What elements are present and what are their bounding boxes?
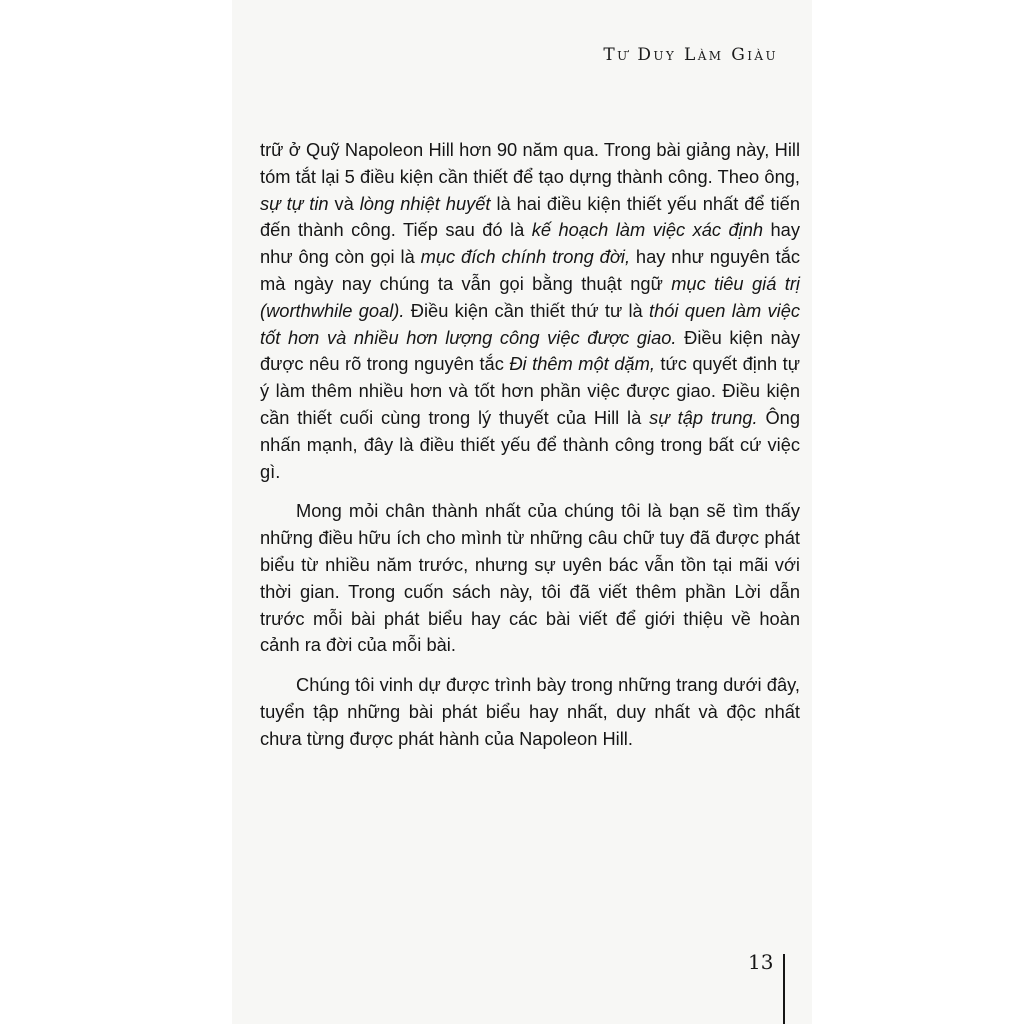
text-span: hay như nguyên tắc mà ngày nay chúng ta vẫn gọi bằng thuật ngữ — [260, 246, 800, 294]
italic-text-span: kế hoạch làm việc xác định — [531, 219, 764, 241]
body-text — [260, 137, 800, 753]
text-span: Điều kiện cần thiết thứ tư là — [404, 299, 650, 321]
italic-text-span: thói quen làm việc tốt hơn và nhiều hơn lượng công việc được giao. — [260, 299, 801, 348]
text-span: tức quyết định tự ý làm thêm nhiều hơn và tốt hơn phần việc được giao. Điều kiện cần thiết cuối cùng trong lý thuyết của Hill là — [260, 353, 800, 428]
text-span: Chúng tôi vinh dự được trình bày trong những trang dưới đây, tuyển tập những bài phát biểu hay nhất, duy nhất và độc nhất chưa từng được phát hành của Napoleon Hill. — [260, 674, 800, 749]
italic-text-span: mục đích chính trong đời, — [420, 246, 631, 268]
paragraph — [260, 137, 800, 485]
text-span: hay như ông còn gọi là — [260, 219, 800, 268]
italic-text-span: mục tiêu giá trị (worthwhile goal). — [260, 272, 800, 321]
text-span: và — [328, 192, 360, 214]
text-span: là hai điều kiện thiết yếu nhất để tiến đến thành công. Tiếp sau đó là — [260, 192, 801, 241]
page-number: 13 — [748, 950, 774, 974]
running-header: Tư Duy Làm Giàu — [603, 45, 778, 65]
page-edge-rule — [783, 954, 785, 1024]
paragraph — [260, 498, 800, 659]
text-span: Điều kiện này được nêu rõ trong nguyên tắc — [260, 326, 800, 375]
italic-text-span: sự tự tin — [260, 192, 329, 214]
italic-text-span: Đi thêm một dặm, — [509, 353, 655, 375]
book-page — [232, 0, 812, 1024]
italic-text-span: lòng nhiệt huyết — [359, 192, 491, 214]
italic-text-span: sự tập trung. — [649, 406, 758, 428]
text-span: Ông nhấn mạnh, đây là điều thiết yếu để thành công trong bất cứ việc gì. — [260, 406, 800, 482]
paragraph — [260, 672, 800, 752]
text-span: trữ ở Quỹ Napoleon Hill hơn 90 năm qua. Trong bài giảng này, Hill tóm tắt lại 5 điều kiện cần thiết để tạo dựng thành công. Theo ông, — [260, 139, 800, 187]
text-span: Mong mỏi chân thành nhất của chúng tôi là bạn sẽ tìm thấy những điều hữu ích cho mình từ những câu chữ tuy đã được phát biểu từ nhiều năm trước, nhưng sự uyên bác vẫn tồn tại mãi với thời gian. Trong cuốn sách này, tôi đã viết thêm phần Lời dẫn trước mỗi bài phát biểu hay các bài viết để giới thiệu về hoàn cảnh ra đời của mỗi bài. — [260, 500, 800, 656]
